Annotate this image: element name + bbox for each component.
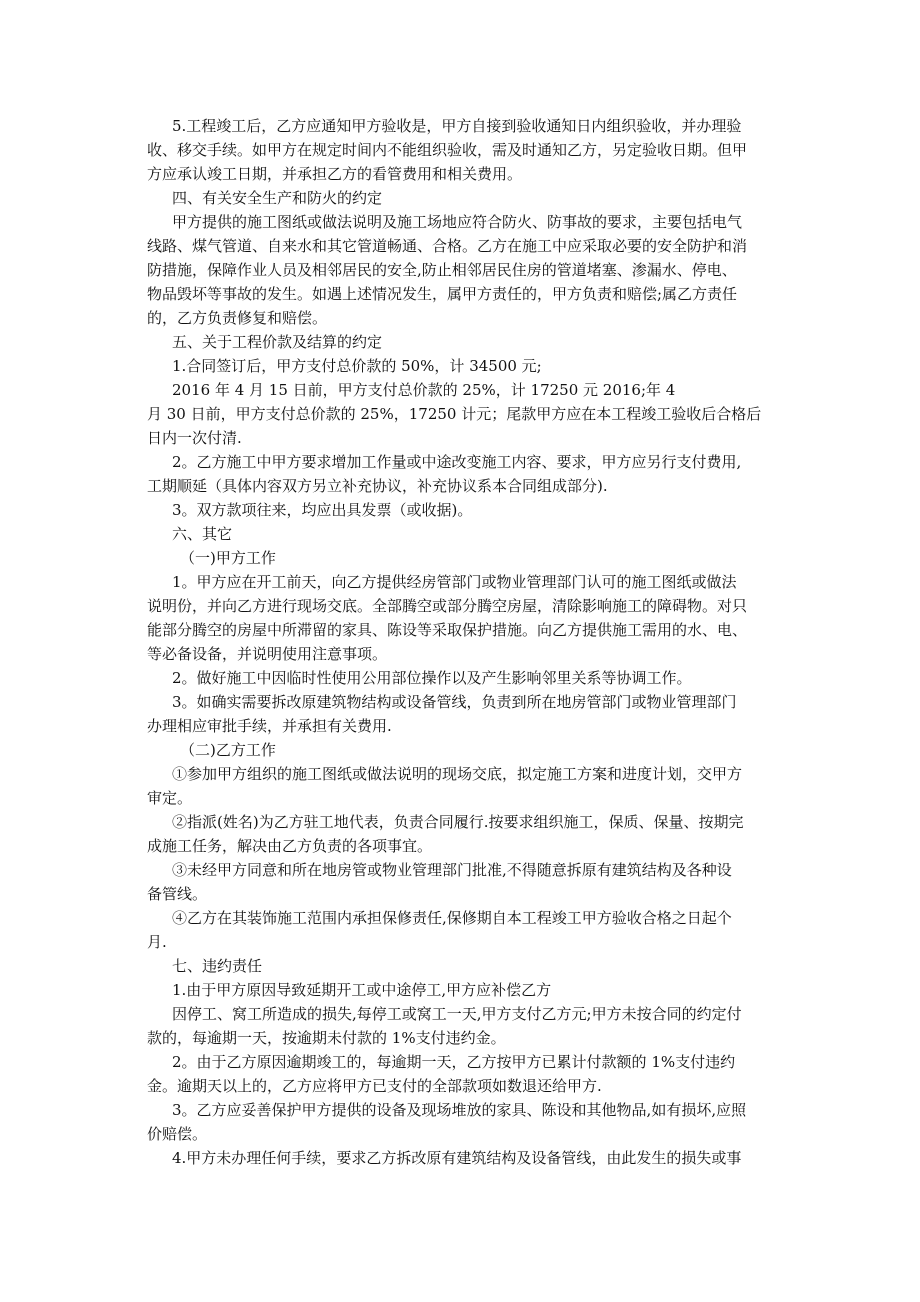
text-line: ②指派(姓名)为乙方驻工地代表，负责合同履行.按要求组织施工，保质、保量、按期完 bbox=[172, 813, 744, 831]
text-line: 能部分腾空的房屋中所滞留的家具、陈设等采取保护措施。向乙方提供施工需用的水、电、 bbox=[147, 621, 748, 639]
text-line: 物品毁坏等事故的发生。如遇上述情况发生，属甲方责任的，甲方负责和赔偿;属乙方责任 bbox=[147, 285, 738, 303]
text-line: 方应承认竣工日期，并承担乙方的看管费用和相关费用。 bbox=[147, 165, 523, 183]
text-line: 等必备设备，并说明使用注意事项。 bbox=[147, 645, 388, 663]
text-line: 5.工程竣工后，乙方应通知甲方验收是，甲方自接到验收通知日内组织验收，并办理验 bbox=[172, 117, 742, 135]
section-heading: 六、其它 bbox=[172, 525, 233, 543]
text-line: 1。甲方应在开工前天，向乙方提供经房管部门或物业管理部门认可的施工图纸或做法 bbox=[172, 573, 737, 591]
text-line: 金。逾期天以上的，乙方应将甲方已支付的全部款项如数退还给甲方. bbox=[147, 1077, 602, 1095]
text-line: 线路、煤气管道、自来水和其它管道畅通、合格。乙方在施工中应采取必要的安全防护和消 bbox=[147, 237, 748, 255]
text-line: 备管线。 bbox=[147, 885, 208, 903]
text-line: 的，乙方负责修复和赔偿。 bbox=[147, 309, 328, 327]
text-line: ④乙方在其装饰施工范围内承担保修责任,保修期自本工程竣工甲方验收合格之日起个 bbox=[172, 909, 732, 927]
text-line: 月. bbox=[147, 933, 167, 951]
text-line: 1.合同签订后，甲方支付总价款的 50%，计 34500 元; bbox=[172, 357, 542, 375]
text-line: 款的，每逾期一天，按逾期未付款的 1%支付违约金。 bbox=[147, 1029, 506, 1047]
text-line: 成施工任务，解决由乙方负责的各项事宜。 bbox=[147, 837, 433, 855]
text-line: 4.甲方未办理任何手续，要求乙方拆改原有建筑结构及设备管线，由此发生的损失或事 bbox=[172, 1149, 742, 1167]
text-line: 日内一次付清. bbox=[147, 429, 242, 447]
text-line: 2。由于乙方原因逾期竣工的，每逾期一天，乙方按甲方已累计付款额的 1%支付违约 bbox=[172, 1053, 736, 1071]
text-line: 2016 年 4 月 15 日前，甲方支付总价款的 25%，计 17250 元 2016;年 4 bbox=[172, 381, 676, 399]
section-heading: 四、有关安全生产和防火的约定 bbox=[172, 189, 383, 207]
text-line: 2。乙方施工中甲方要求增加工作量或中途改变施工内容、要求，甲方应另行支付费用, bbox=[172, 453, 742, 471]
text-line: 1.由于甲方原因导致延期开工或中途停工,甲方应补偿乙方 bbox=[172, 981, 552, 999]
text-line: 收、移交手续。如甲方在规定时间内不能组织验收，需及时通知乙方，另定验收日期。但甲 bbox=[147, 141, 748, 159]
subsection-heading: （二)乙方工作 bbox=[180, 741, 276, 759]
text-line: 工期顺延（具体内容双方另立补充协议，补充协议系本合同组成部分). bbox=[147, 477, 608, 495]
text-line: 价赔偿。 bbox=[147, 1125, 208, 1143]
text-line: ③未经甲方同意和所在地房管或物业管理部门批准,不得随意拆原有建筑结构及各种设 bbox=[172, 861, 732, 879]
text-line: 办理相应审批手续，并承担有关费用. bbox=[147, 717, 392, 735]
text-line: 审定。 bbox=[147, 789, 193, 807]
text-line: 甲方提供的施工图纸或做法说明及施工场地应符合防火、防事故的要求，主要包括电气 bbox=[172, 213, 743, 231]
text-line: 2。做好施工中因临时性使用公用部位操作以及产生影响邻里关系等协调工作。 bbox=[172, 669, 692, 687]
text-line: 3。乙方应妥善保护甲方提供的设备及现场堆放的家具、陈设和其他物品,如有损坏,应照 bbox=[172, 1101, 747, 1119]
text-line: 说明份，并向乙方进行现场交底。全部腾空或部分腾空房屋，清除影响施工的障碍物。对只 bbox=[147, 597, 748, 615]
section-heading: 七、违约责任 bbox=[172, 957, 263, 975]
subsection-heading: （一)甲方工作 bbox=[180, 549, 276, 567]
text-line: 3。双方款项往来，均应出具发票（或收据)。 bbox=[172, 501, 473, 519]
section-heading: 五、关于工程价款及结算的约定 bbox=[172, 333, 383, 351]
text-line: 3。如确实需要拆改原建筑物结构或设备管线，负责到所在地房管部门或物业管理部门 bbox=[172, 693, 737, 711]
text-line: ①参加甲方组织的施工图纸或做法说明的现场交底，拟定施工方案和进度计划，交甲方 bbox=[172, 765, 743, 783]
text-line: 月 30 日前，甲方支付总价款的 25%，17250 计元；尾款甲方应在本工程竣工验收后合格后 bbox=[147, 405, 762, 423]
text-line: 防措施，保障作业人员及相邻居民的安全,防止相邻居民住房的管道堵塞、渗漏水、停电、 bbox=[147, 261, 737, 279]
text-line: 因停工、窝工所造成的损失,每停工或窝工一天,甲方支付乙方元;甲方未按合同的约定付 bbox=[172, 1005, 742, 1023]
